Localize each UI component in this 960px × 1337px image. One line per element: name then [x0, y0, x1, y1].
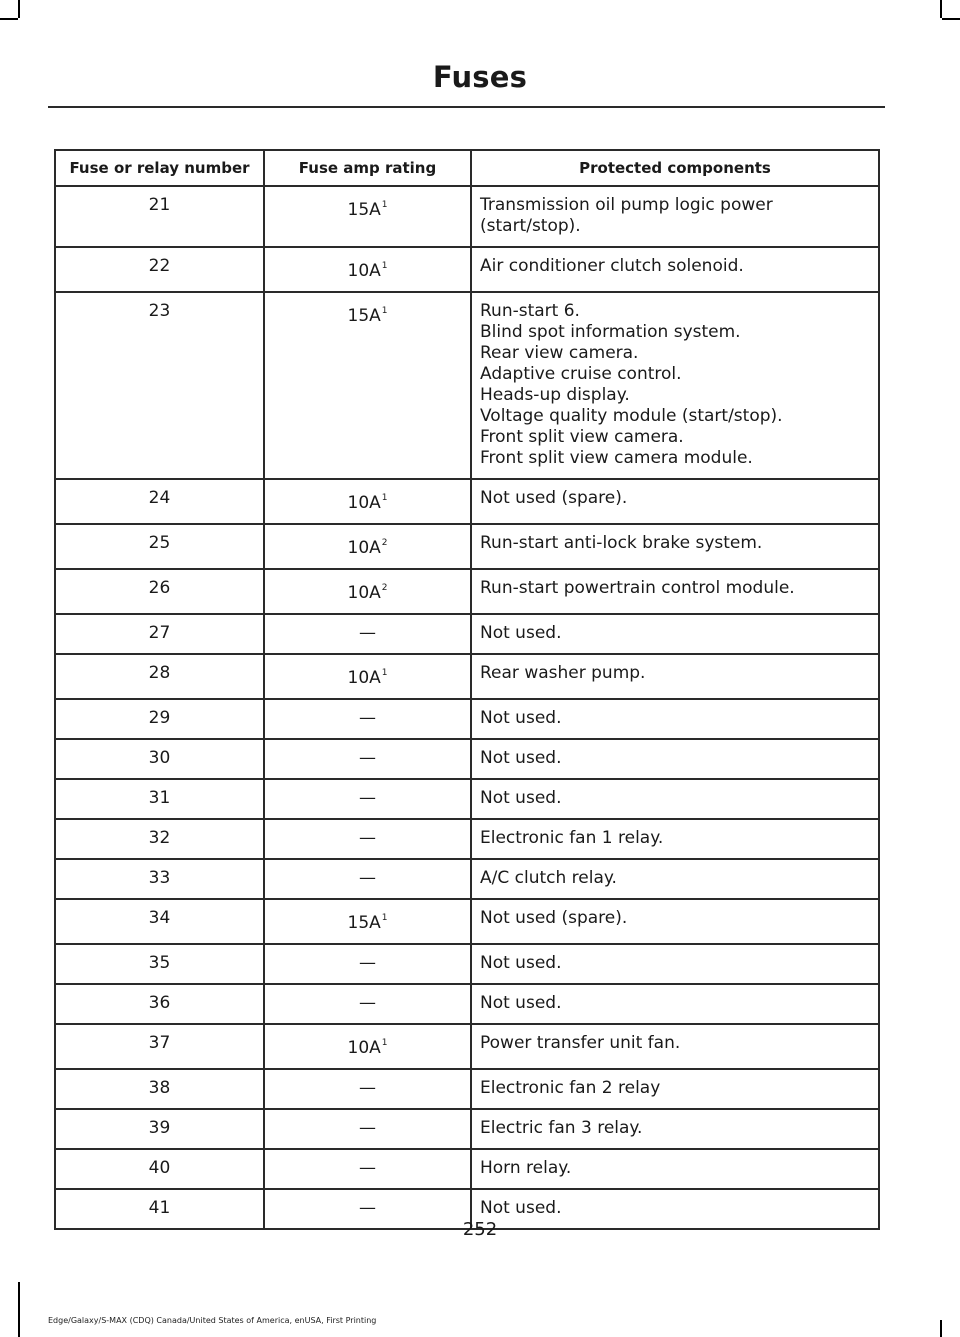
component-line: Not used. — [480, 1198, 562, 1218]
amp-value: — — [359, 748, 376, 768]
footnote-marker: 1 — [381, 1038, 388, 1048]
fuse-number: 26 — [55, 569, 264, 614]
fuse-amp-rating — [264, 614, 471, 654]
fuse-amp-rating — [264, 779, 471, 819]
table-row — [55, 859, 879, 899]
component-line: Rear view camera. — [480, 343, 639, 363]
fuse-amp-rating — [264, 944, 471, 984]
crop-mark — [18, 0, 20, 18]
amp-value: 10A — [347, 538, 381, 558]
crop-mark — [942, 18, 960, 20]
amp-value: — — [359, 953, 376, 973]
component-line: Air conditioner clutch solenoid. — [480, 256, 744, 276]
amp-value: — — [359, 1118, 376, 1138]
fuse-amp-rating — [264, 1024, 471, 1069]
component-line: Front split view camera module. — [480, 448, 753, 468]
fuse-amp-rating — [264, 819, 471, 859]
fuse-number: 35 — [55, 944, 264, 984]
protected-components — [471, 292, 879, 479]
protected-components — [471, 1109, 879, 1149]
protected-components — [471, 699, 879, 739]
table-row — [55, 654, 879, 699]
component-line: Front split view camera. — [480, 427, 684, 447]
fuse-amp-rating — [264, 1109, 471, 1149]
protected-components — [471, 899, 879, 944]
component-line: Electronic fan 1 relay. — [480, 828, 664, 848]
fuse-number: 34 — [55, 899, 264, 944]
fuse-number: 33 — [55, 859, 264, 899]
component-line: Power transfer unit fan. — [480, 1033, 681, 1053]
fuse-amp-rating — [264, 292, 471, 479]
fuse-amp-rating — [264, 654, 471, 699]
protected-components — [471, 739, 879, 779]
fuse-number: 38 — [55, 1069, 264, 1109]
protected-components — [471, 569, 879, 614]
fuse-amp-rating — [264, 1149, 471, 1189]
component-line: Not used (spare). — [480, 488, 628, 508]
crop-mark — [18, 1282, 20, 1337]
protected-components — [471, 1024, 879, 1069]
fuse-amp-rating — [264, 699, 471, 739]
table-header-row — [55, 150, 879, 186]
table-row — [55, 779, 879, 819]
amp-value: — — [359, 993, 376, 1013]
fuse-amp-rating — [264, 1069, 471, 1109]
protected-components — [471, 614, 879, 654]
fuse-number: 28 — [55, 654, 264, 699]
fuse-number: 24 — [55, 479, 264, 524]
fuse-amp-rating — [264, 899, 471, 944]
table-row — [55, 247, 879, 292]
protected-components — [471, 479, 879, 524]
fuse-amp-rating — [264, 524, 471, 569]
header-divider — [48, 106, 885, 108]
fuse-table — [54, 149, 880, 1230]
fuse-number: 23 — [55, 292, 264, 479]
column-header-number: Fuse or relay number — [55, 150, 264, 186]
protected-components — [471, 1069, 879, 1109]
footnote-marker: 1 — [381, 200, 388, 210]
fuse-number: 36 — [55, 984, 264, 1024]
amp-value: 15A — [347, 913, 381, 933]
protected-components — [471, 779, 879, 819]
amp-value: — — [359, 1158, 376, 1178]
table-row — [55, 899, 879, 944]
component-line: Run-start 6. — [480, 301, 580, 321]
protected-components — [471, 247, 879, 292]
footnote-marker: 2 — [381, 538, 388, 548]
component-line: Run-start anti-lock brake system. — [480, 533, 763, 553]
component-line: Horn relay. — [480, 1158, 572, 1178]
page-number: 252 — [462, 1219, 498, 1240]
fuse-number: 39 — [55, 1109, 264, 1149]
fuse-amp-rating — [264, 859, 471, 899]
component-line: Not used. — [480, 623, 562, 643]
component-line: Run-start powertrain control module. — [480, 578, 795, 598]
amp-value: 15A — [347, 200, 381, 220]
footnote-marker: 1 — [381, 913, 388, 923]
fuse-number: 31 — [55, 779, 264, 819]
table-row — [55, 1109, 879, 1149]
fuse-amp-rating — [264, 569, 471, 614]
crop-mark — [940, 0, 942, 18]
fuse-amp-rating — [264, 984, 471, 1024]
fuse-number: 37 — [55, 1024, 264, 1069]
amp-value: — — [359, 708, 376, 728]
component-line: Not used. — [480, 748, 562, 768]
protected-components — [471, 984, 879, 1024]
component-line: Not used. — [480, 788, 562, 808]
fuse-number: 27 — [55, 614, 264, 654]
component-line: A/C clutch relay. — [480, 868, 617, 888]
component-line: Not used. — [480, 993, 562, 1013]
column-header-components: Protected components — [471, 150, 879, 186]
table-row — [55, 1149, 879, 1189]
fuse-amp-rating — [264, 479, 471, 524]
component-line: Heads-up display. — [480, 385, 630, 405]
footnote-marker: 1 — [381, 493, 388, 503]
fuse-number: 22 — [55, 247, 264, 292]
component-line: Rear washer pump. — [480, 663, 646, 683]
protected-components — [471, 819, 879, 859]
component-line: Voltage quality module (start/stop). — [480, 406, 783, 426]
column-header-amp: Fuse amp rating — [264, 150, 471, 186]
table-row — [55, 614, 879, 654]
table-row — [55, 479, 879, 524]
amp-value: 10A — [347, 1038, 381, 1058]
footnote-marker: 1 — [381, 306, 388, 316]
table-row — [55, 1069, 879, 1109]
fuse-number: 32 — [55, 819, 264, 859]
protected-components — [471, 859, 879, 899]
page-title: Fuses — [432, 60, 528, 94]
component-line: Not used. — [480, 708, 562, 728]
amp-value: 10A — [347, 493, 381, 513]
amp-value: 10A — [347, 668, 381, 688]
footnote-marker: 1 — [381, 261, 388, 271]
fuse-amp-rating — [264, 739, 471, 779]
component-line: Electric fan 3 relay. — [480, 1118, 643, 1138]
amp-value: — — [359, 788, 376, 808]
table-row — [55, 186, 879, 247]
table-row — [55, 819, 879, 859]
protected-components — [471, 186, 879, 247]
fuse-number: 25 — [55, 524, 264, 569]
amp-value: — — [359, 828, 376, 848]
amp-value: 15A — [347, 306, 381, 326]
amp-value: 10A — [347, 583, 381, 603]
crop-mark — [0, 18, 18, 20]
amp-value: — — [359, 1198, 376, 1218]
component-line: Not used (spare). — [480, 908, 628, 928]
protected-components — [471, 944, 879, 984]
amp-value: — — [359, 623, 376, 643]
amp-value: 10A — [347, 261, 381, 281]
footnote-marker: 1 — [381, 668, 388, 678]
footnote-marker: 2 — [381, 583, 388, 593]
table-row — [55, 984, 879, 1024]
protected-components — [471, 1149, 879, 1189]
table-row — [55, 739, 879, 779]
component-line: Transmission oil pump logic power (start/stop). — [480, 195, 773, 236]
component-line: Not used. — [480, 953, 562, 973]
fuse-amp-rating — [264, 186, 471, 247]
fuse-number: 29 — [55, 699, 264, 739]
crop-mark — [940, 1320, 942, 1337]
footer-text: Edge/Galaxy/S-MAX (CDQ) Canada/United States of America, enUSA, First Printing — [48, 1316, 377, 1325]
table-row — [55, 524, 879, 569]
fuse-number: 41 — [55, 1189, 264, 1229]
component-line: Adaptive cruise control. — [480, 364, 682, 384]
amp-value: — — [359, 868, 376, 888]
amp-value: — — [359, 1078, 376, 1098]
component-line: Electronic fan 2 relay — [480, 1078, 661, 1098]
fuse-amp-rating — [264, 247, 471, 292]
fuse-number: 30 — [55, 739, 264, 779]
component-line: Blind spot information system. — [480, 322, 741, 342]
table-row — [55, 569, 879, 614]
fuse-number: 40 — [55, 1149, 264, 1189]
protected-components — [471, 654, 879, 699]
fuse-table-body — [55, 186, 879, 1229]
table-row — [55, 292, 879, 479]
fuse-number: 21 — [55, 186, 264, 247]
protected-components — [471, 524, 879, 569]
table-row — [55, 1024, 879, 1069]
table-row — [55, 699, 879, 739]
table-row — [55, 944, 879, 984]
